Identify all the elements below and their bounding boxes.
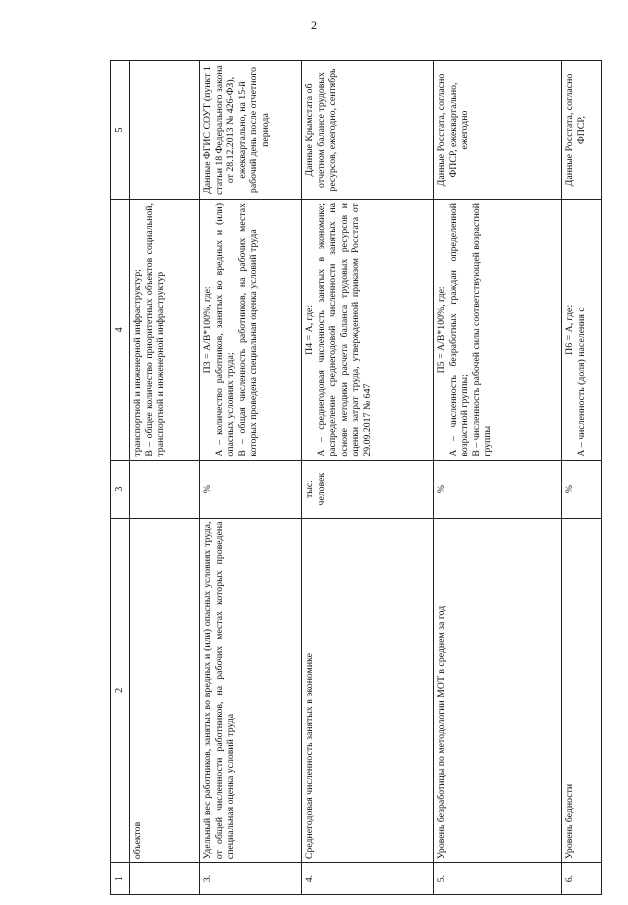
indicator-name: Уровень бедности <box>562 518 602 863</box>
source-cell <box>130 61 200 200</box>
header-row <box>111 61 130 895</box>
formula: П3 = А/В*100%, где: <box>202 286 213 374</box>
table-row <box>434 61 562 895</box>
rotated-table-container <box>110 60 587 895</box>
formula: П6 = А, где: <box>564 304 575 355</box>
header-cell-5: 5 <box>111 61 130 200</box>
row-number: 5. <box>434 863 562 895</box>
formula: П5 = А/В*100%, где: <box>436 286 447 374</box>
formula: П4 = А, где: <box>304 304 315 355</box>
method-line: А – количество работников, занятых во вредных и (или) опасных условиях труда; <box>213 203 237 457</box>
row-number: 3. <box>200 863 302 895</box>
unit-cell <box>130 460 200 518</box>
indicator-name: объектов <box>130 518 200 863</box>
unit-cell: % <box>562 460 602 518</box>
source-cell: Данные Крымстата об отчетном балансе трудовых ресурсов, ежегодно, сентябрь <box>302 61 434 200</box>
unit-cell: тыс. человек <box>302 460 434 518</box>
method-line: транспортной и инженерной инфраструктур; <box>132 269 143 457</box>
method-cell <box>302 200 434 461</box>
row-number: 6. <box>562 863 602 895</box>
indicator-name: Удельный вес работников, занятых во вредных и (или) опасных условиях труда, от общей численности работников, на рабочих местах которых проведена специальная оценка условий труда <box>200 518 302 863</box>
method-cell <box>562 200 602 461</box>
header-cell-2: 2 <box>111 518 130 863</box>
method-line: В – общее количество приоритетных объектов социальной, транспортной и инженерной инфраструктур <box>143 203 167 457</box>
method-cell <box>434 200 562 461</box>
indicators-table <box>110 60 602 895</box>
method-line: А – среднегодовая численность занятых в экономике; распределение среднегодовой численности занятых на основе методики расчета баланса трудовых ресурсов и оценки затрат труда, утвержденной приказом Росстата от 29.09.2017 № 647 <box>315 203 373 457</box>
unit-cell: % <box>434 460 562 518</box>
indicator-name: Уровень безработицы по методологии МОТ в среднем за год <box>434 518 562 863</box>
page-number: 2 <box>311 18 317 32</box>
method-line: А – численность (доля) населения с <box>575 307 587 457</box>
method-line: А – численность безработных граждан определенной возрастной группы; <box>447 203 471 457</box>
table-row <box>302 61 434 895</box>
source-cell: Данные ФГИС СОУТ (пункт 1 статьи 18 Федерального закона от 28.12.2013 № 426-ФЗ), ежеквартально, на 15-й рабочий день после отчетного периода <box>200 61 302 200</box>
row-number: 4. <box>302 863 434 895</box>
method-cell <box>130 200 200 461</box>
source-cell: Данные Росстата, согласно ФПСР, <box>562 61 602 200</box>
table-row <box>200 61 302 895</box>
method-cell <box>200 200 302 461</box>
indicator-name: Среднегодовая численность занятых в экономике <box>302 518 434 863</box>
source-cell: Данные Росстата, согласно ФПСР, ежеквартально, ежегодно <box>434 61 562 200</box>
method-line: В – общая численность работников, на рабочих местах которых проведена специальная оценка условий труда <box>236 203 260 457</box>
row-number <box>130 863 200 895</box>
method-line: В – численность рабочей силы соответствующей возрастной группы <box>470 203 494 457</box>
header-cell-1: 1 <box>111 863 130 895</box>
table-row <box>562 61 602 895</box>
unit-cell: % <box>200 460 302 518</box>
header-cell-3: 3 <box>111 460 130 518</box>
header-cell-4: 4 <box>111 200 130 461</box>
table-row <box>130 61 200 895</box>
